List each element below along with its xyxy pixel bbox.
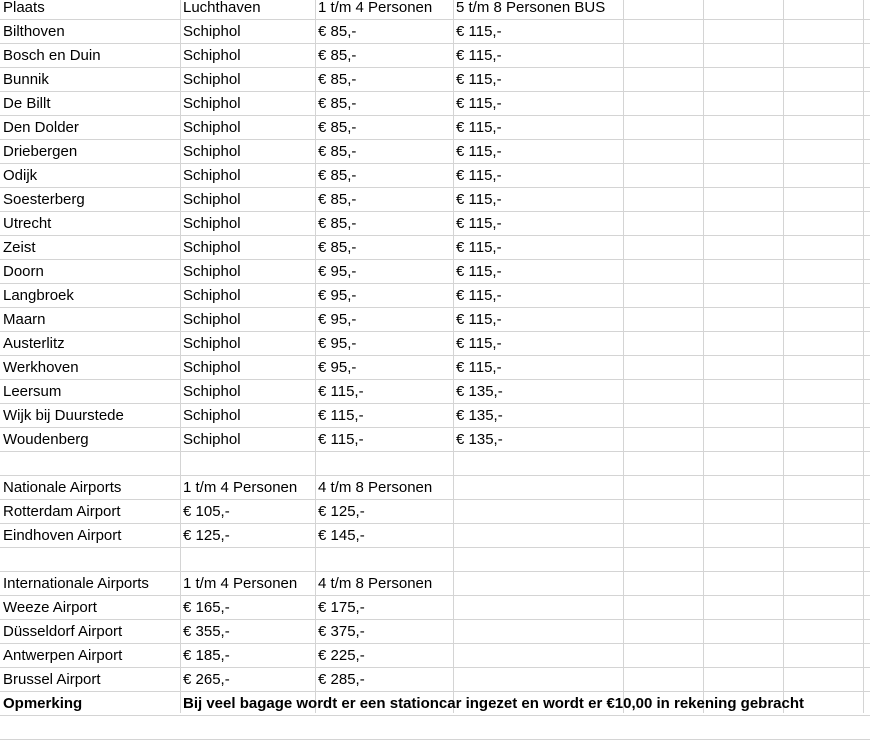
table-cell[interactable]: € 95,- [318, 287, 357, 304]
table-row [0, 164, 870, 188]
table-cell[interactable]: € 165,- [183, 599, 230, 616]
table-cell[interactable] [0, 548, 3, 572]
gridline-horizontal [0, 475, 870, 476]
table-cell[interactable]: € 185,- [183, 647, 230, 664]
table-cell[interactable] [180, 452, 183, 476]
table-cell[interactable]: Schiphol [183, 287, 241, 304]
table-cell[interactable]: € 115,- [318, 383, 364, 400]
table-cell[interactable]: Doorn [3, 263, 44, 280]
table-row [0, 116, 870, 140]
table-cell[interactable]: € 95,- [318, 263, 357, 280]
table-row [0, 284, 870, 308]
table-cell[interactable]: € 125,- [183, 527, 230, 544]
table-cell[interactable]: € 115,- [456, 335, 502, 352]
table-cell[interactable]: € 85,- [318, 215, 357, 232]
gridline-horizontal [0, 283, 870, 284]
gridline-horizontal [0, 715, 870, 716]
gridline-horizontal [0, 595, 870, 596]
table-cell[interactable]: Schiphol [183, 71, 241, 88]
table-row [0, 404, 870, 428]
table-cell[interactable]: Rotterdam Airport [3, 503, 121, 520]
table-cell[interactable]: Schiphol [183, 239, 241, 256]
table-cell[interactable] [453, 524, 456, 548]
table-cell[interactable]: € 115,- [456, 311, 502, 328]
table-cell[interactable]: Schiphol [183, 263, 241, 280]
table-cell[interactable]: 1 t/m 4 Personen [318, 0, 433, 16]
gridline-horizontal [0, 643, 870, 644]
gridline-horizontal [0, 619, 870, 620]
table-cell[interactable]: € 115,- [318, 431, 364, 448]
table-cell[interactable]: 4 t/m 8 Personen [318, 575, 433, 592]
table-cell[interactable]: Schiphol [183, 119, 241, 136]
table-row [0, 332, 870, 356]
table-row [0, 20, 870, 44]
table-cell[interactable]: 1 t/m 4 Personen [183, 575, 298, 592]
header-row [0, 0, 870, 20]
gridline-horizontal [0, 403, 870, 404]
gridline-horizontal [0, 691, 870, 692]
table-cell[interactable] [453, 476, 456, 500]
table-cell[interactable]: Schiphol [183, 191, 241, 208]
table-cell[interactable]: € 85,- [318, 23, 357, 40]
table-cell[interactable] [453, 668, 456, 692]
table-cell[interactable]: De Billt [3, 95, 51, 112]
table-cell[interactable]: € 85,- [318, 239, 357, 256]
table-cell[interactable]: Schiphol [183, 335, 241, 352]
gridline-horizontal [0, 211, 870, 212]
gridline-horizontal [0, 163, 870, 164]
table-cell[interactable] [453, 548, 456, 572]
table-row [0, 596, 870, 620]
gridline-horizontal [0, 667, 870, 668]
table-cell[interactable] [180, 548, 183, 572]
table-cell[interactable]: Leersum [3, 383, 62, 400]
gridline-horizontal [0, 235, 870, 236]
table-row [0, 572, 870, 596]
table-cell[interactable]: € 135,- [456, 407, 503, 424]
gridline-horizontal [0, 571, 870, 572]
table-cell[interactable]: € 115,- [456, 23, 502, 40]
table-cell[interactable]: Schiphol [183, 23, 241, 40]
gridline-horizontal [0, 379, 870, 380]
table-cell[interactable]: Wijk bij Duurstede [3, 407, 124, 424]
gridline-horizontal [0, 307, 870, 308]
table-cell[interactable]: € 115,- [456, 215, 502, 232]
table-cell[interactable]: Schiphol [183, 143, 241, 160]
table-cell[interactable]: € 125,- [318, 503, 365, 520]
table-row [0, 500, 870, 524]
table-row [0, 548, 870, 572]
table-cell[interactable]: Schiphol [183, 95, 241, 112]
table-cell[interactable]: € 85,- [318, 143, 357, 160]
table-row [0, 260, 870, 284]
table-row [0, 380, 870, 404]
table-row [0, 452, 870, 476]
table-cell[interactable] [0, 452, 3, 476]
table-row [0, 524, 870, 548]
table-cell[interactable]: Schiphol [183, 215, 241, 232]
table-cell[interactable] [453, 500, 456, 524]
table-cell[interactable] [453, 452, 456, 476]
table-cell[interactable]: € 115,- [456, 239, 502, 256]
gridline-horizontal [0, 67, 870, 68]
table-cell[interactable]: € 115,- [456, 95, 502, 112]
table-cell[interactable]: 5 t/m 8 Personen BUS [456, 0, 606, 16]
table-cell[interactable]: € 95,- [318, 335, 357, 352]
table-cell[interactable]: Werkhoven [3, 359, 79, 376]
table-cell[interactable]: € 115,- [456, 47, 502, 64]
gridline-horizontal [0, 523, 870, 524]
gridline-horizontal [0, 43, 870, 44]
gridline-horizontal [0, 187, 870, 188]
table-cell[interactable]: € 175,- [318, 599, 365, 616]
table-cell[interactable]: Internationale Airports [3, 575, 149, 592]
table-cell[interactable]: Antwerpen Airport [3, 647, 123, 664]
table-cell[interactable]: Zeist [3, 239, 36, 256]
table-cell[interactable]: 1 t/m 4 Personen [183, 479, 298, 496]
table-row [0, 644, 870, 668]
remark-label[interactable]: Opmerking [3, 695, 83, 712]
table-cell[interactable]: € 85,- [318, 191, 357, 208]
gridline-horizontal [0, 427, 870, 428]
table-row [0, 620, 870, 644]
table-cell[interactable] [315, 548, 318, 572]
table-cell[interactable]: Schiphol [183, 311, 241, 328]
table-cell[interactable]: € 95,- [318, 359, 357, 376]
table-cell[interactable]: € 115,- [456, 119, 502, 136]
table-cell[interactable]: € 115,- [456, 191, 502, 208]
table-row [0, 428, 870, 452]
table-row [0, 212, 870, 236]
table-cell[interactable]: Schiphol [183, 47, 241, 64]
table-cell[interactable]: € 85,- [318, 95, 357, 112]
table-cell[interactable]: Schiphol [183, 359, 241, 376]
table-cell[interactable]: Schiphol [183, 383, 241, 400]
table-cell[interactable]: € 95,- [318, 311, 357, 328]
table-cell[interactable]: € 85,- [318, 167, 357, 184]
table-row [0, 356, 870, 380]
table-cell[interactable]: € 85,- [318, 47, 357, 64]
gridline-horizontal [0, 139, 870, 140]
gridline-horizontal [0, 499, 870, 500]
table-row [0, 188, 870, 212]
table-row [0, 668, 870, 692]
table-cell[interactable]: Weeze Airport [3, 599, 97, 616]
remark-text[interactable]: Bij veel bagage wordt er een stationcar ingezet en wordt er €10,00 in rekening gebracht [183, 695, 805, 712]
table-cell[interactable]: € 115,- [456, 143, 502, 160]
table-cell[interactable]: € 115,- [456, 359, 502, 376]
table-cell[interactable]: Schiphol [183, 431, 241, 448]
gridline-horizontal [0, 355, 870, 356]
table-cell[interactable]: € 135,- [456, 383, 503, 400]
remark-row [0, 692, 870, 716]
table-cell[interactable]: Eindhoven Airport [3, 527, 122, 544]
table-row [0, 140, 870, 164]
table-cell[interactable]: Langbroek [3, 287, 74, 304]
table-cell[interactable]: Luchthaven [183, 0, 261, 16]
table-cell[interactable]: € 115,- [456, 263, 502, 280]
table-cell[interactable]: Nationale Airports [3, 479, 122, 496]
table-cell[interactable]: Brussel Airport [3, 671, 101, 688]
table-cell[interactable]: € 115,- [456, 287, 502, 304]
table-cell[interactable]: € 115,- [456, 71, 502, 88]
table-cell[interactable]: Plaats [3, 0, 45, 16]
gridline-horizontal [0, 547, 870, 548]
gridline-horizontal [0, 451, 870, 452]
table-row [0, 236, 870, 260]
table-cell[interactable]: Bilthoven [3, 23, 65, 40]
table-cell[interactable] [453, 644, 456, 668]
table-cell[interactable]: € 265,- [183, 671, 230, 688]
table-cell[interactable]: € 115,- [456, 167, 502, 184]
gridline-horizontal [0, 19, 870, 20]
table-cell[interactable]: € 105,- [183, 503, 230, 520]
table-cell[interactable]: Bunnik [3, 71, 49, 88]
table-row [0, 308, 870, 332]
table-cell[interactable]: Schiphol [183, 167, 241, 184]
table-cell[interactable]: Schiphol [183, 407, 241, 424]
table-cell[interactable]: € 285,- [318, 671, 365, 688]
table-cell[interactable] [453, 620, 456, 644]
gridline-horizontal [0, 259, 870, 260]
table-cell[interactable]: Maarn [3, 311, 46, 328]
table-cell[interactable]: Den Dolder [3, 119, 79, 136]
table-cell[interactable]: Woudenberg [3, 431, 89, 448]
table-cell[interactable]: € 375,- [318, 623, 365, 640]
table-row [0, 92, 870, 116]
table-cell[interactable]: Austerlitz [3, 335, 65, 352]
table-cell[interactable] [315, 452, 318, 476]
table-cell[interactable]: € 225,- [318, 647, 365, 664]
table-cell[interactable]: Utrecht [3, 215, 52, 232]
table-cell[interactable]: € 115,- [318, 407, 364, 424]
gridline-horizontal [0, 115, 870, 116]
table-cell[interactable]: € 145,- [318, 527, 365, 544]
table-cell[interactable]: € 355,- [183, 623, 230, 640]
table-cell[interactable]: Bosch en Duin [3, 47, 101, 64]
gridline-horizontal [0, 331, 870, 332]
table-cell[interactable]: Driebergen [3, 143, 78, 160]
table-row [0, 44, 870, 68]
gridline-horizontal [0, 91, 870, 92]
table-cell[interactable] [453, 596, 456, 620]
table-cell[interactable]: Odijk [3, 167, 38, 184]
table-cell[interactable] [453, 572, 456, 596]
table-cell[interactable]: Düsseldorf Airport [3, 623, 123, 640]
table-row [0, 476, 870, 500]
table-cell[interactable]: Soesterberg [3, 191, 85, 208]
table-cell[interactable]: € 135,- [456, 431, 503, 448]
table-cell[interactable]: € 85,- [318, 119, 357, 136]
table-row [0, 68, 870, 92]
table-cell[interactable]: € 85,- [318, 71, 357, 88]
table-cell[interactable]: 4 t/m 8 Personen [318, 479, 433, 496]
